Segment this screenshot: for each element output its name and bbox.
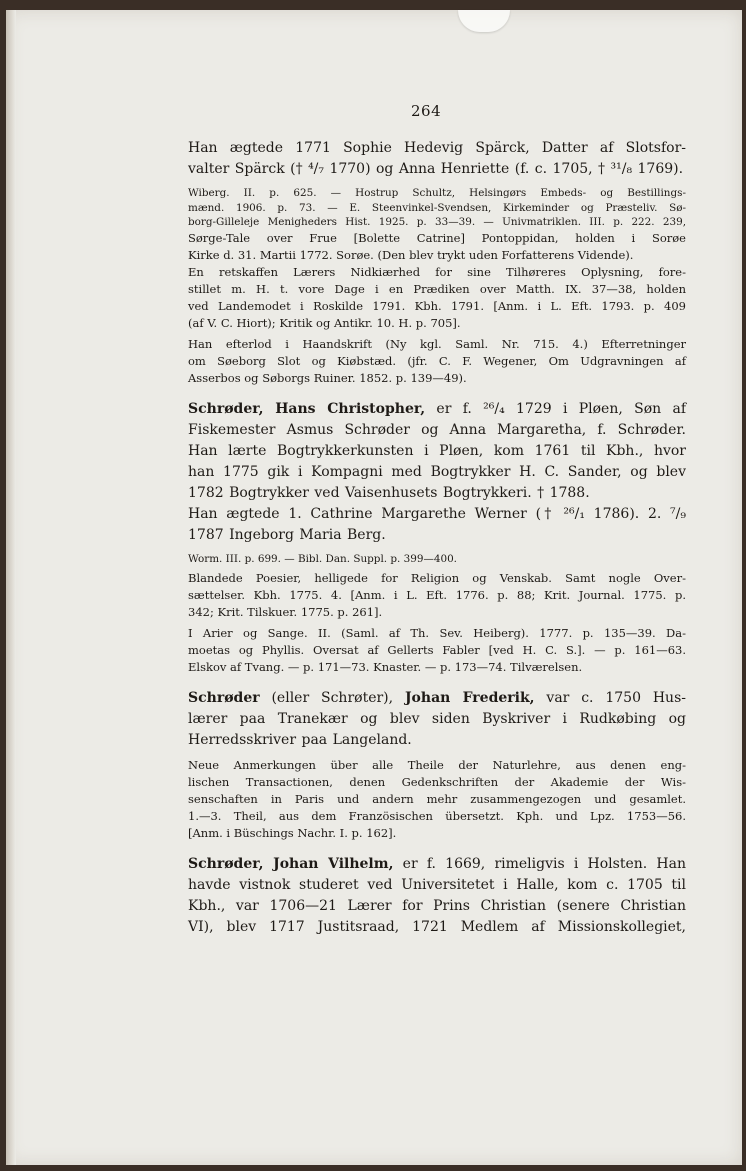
- works-2b: I Arier og Sange. II. (Saml. af Th. Sev. Heiberg). 1777. p. 135—39. Da- moetas og Phyllis. Oversat af Gellerts Fabler [ved H. C. S.]. — p. 161—63. Elskov af Tvang. — p. 171—73. Knaster. — p. 173—74. Tilværelsen.: [188, 626, 686, 674]
- entry-name: Schrøder, Johan Vilhelm,: [188, 856, 394, 872]
- entry-johan-frederik: Schrøder (eller Schrøter), Johan Frederik, var c. 1750 Hus- lærer paa Tranekær og blev siden Byskriver i Rudkøbing og Herredsskriver paa Langeland.: [188, 690, 686, 748]
- references-2: Worm. III. p. 699. — Bibl. Dan. Suppl. p. 399—400.: [188, 552, 457, 565]
- works-1c: Han efterlod i Haandskrift (Ny kgl. Saml. Nr. 715. 4.) Efterretninger om Søeborg Slot og Kiøbstæd. (jfr. C. F. Wegener, Om Udgravningen af Asserbos og Søborgs Ruiner. 1852. p. 139—49).: [188, 336, 686, 385]
- page-content: [168, 138, 686, 938]
- entry-name: Schrøder, Hans Christopher,: [188, 400, 426, 417]
- works-3: Neue Anmerkungen über alle Theile der Naturlehre, aus denen eng- lischen Transactionen, denen Gedenkschriften der Akademie der Wis- senschaften in Paris und andern mehr zusammengezogen und gesamlet. 1.—3. Theil, aus dem Französischen übersetzt. Kph. und Lpz. 1753—56. [Anm. i Büschings Nachr. I. p. 162].: [188, 758, 686, 840]
- entry-johan-vilhelm: Schrøder, Johan Vilhelm, er f. 1669, rimeligvis i Holsten. Han havde vistnok studeret ved Universitetet i Halle, kom c. 1705 til Kbh., var 1706—21 Lærer for Prins Christian (senere Christian VI), blev 1717 Justitsraad, 1721 Medlem af Missionskollegiet,: [188, 856, 686, 935]
- works-1a: Sørge-Tale over Frue [Bolette Catrine] Pontoppidan, holden i Sorøe Kirke d. 31. Martii 1772. Sorøe. (Den blev trykt uden Forfatterens Vidende).: [188, 230, 686, 262]
- entry-name-2: Johan Frederik,: [404, 690, 535, 706]
- references-1: Wiberg. II. p. 625. — Hostrup Schultz, Helsingørs Embeds- og Bestillings- mænd. 1906. p. 73. — E. Steenvinkel-Svendsen, Kirkeminder og Præsteliv. Sø- borg-Gilleleje Menigheders Hist. 1925. p. 33—39. — Univmatriklen. III. p. 222. 239,: [188, 187, 686, 228]
- entry-name: Schrøder: [188, 690, 260, 706]
- paragraph-marriage-2: Han ægtede 1. Cathrine Margarethe Werner († ²⁶/₁ 1786). 2. ⁷/₉ 1787 Ingeborg Maria Berg.: [188, 505, 686, 543]
- page-number: 264: [411, 102, 442, 120]
- entry-hans-christopher: Schrøder, Hans Christopher, er f. ²⁶/₄ 1729 i Pløen, Søn af Fiskemester Asmus Schrøder og Anna Margaretha, f. Schrøder. Han lærte Bogtrykkerkunsten i Pløen, kom 1761 til Kbh., hvor han 1775 gik i Kompagni med Bogtrykker H. C. Sander, og blev 1782 Bogtrykker ved Vaisenhusets Bogtrykkeri. † 1788.: [188, 400, 686, 501]
- tape-mark: [458, 10, 510, 32]
- works-2a: Blandede Poesier, helligede for Religion og Venskab. Samt nogle Over- sættelser. Kbh. 1775. 4. [Anm. i L. Eft. 1776. p. 88; Krit. Journal. 1775. p. 342; Krit. Tilskuer. 1775. p. 261].: [188, 571, 686, 619]
- works-1b: En retskaffen Lærers Nidkiærhed for sine Tilhøreres Oplysning, fore- stillet m. H. t. vore Dage i en Prædiken over Matth. IX. 37—38, holden ved Landemodet i Roskilde 1791. Kbh. 1791. [Anm. i L. Eft. 1793. p. 409 (af V. C. Hiort); Kritik og Antikr. 10. H. p. 705].: [188, 264, 686, 330]
- book-page: [6, 10, 742, 1165]
- paragraph-marriage-1: Han ægtede 1771 Sophie Hedevig Spärck, Datter af Slotsfor- valter Spärck († ⁴/₇ 1770) og Anna Henriette (f. c. 1705, † ³¹/₈ 1769).: [188, 140, 686, 177]
